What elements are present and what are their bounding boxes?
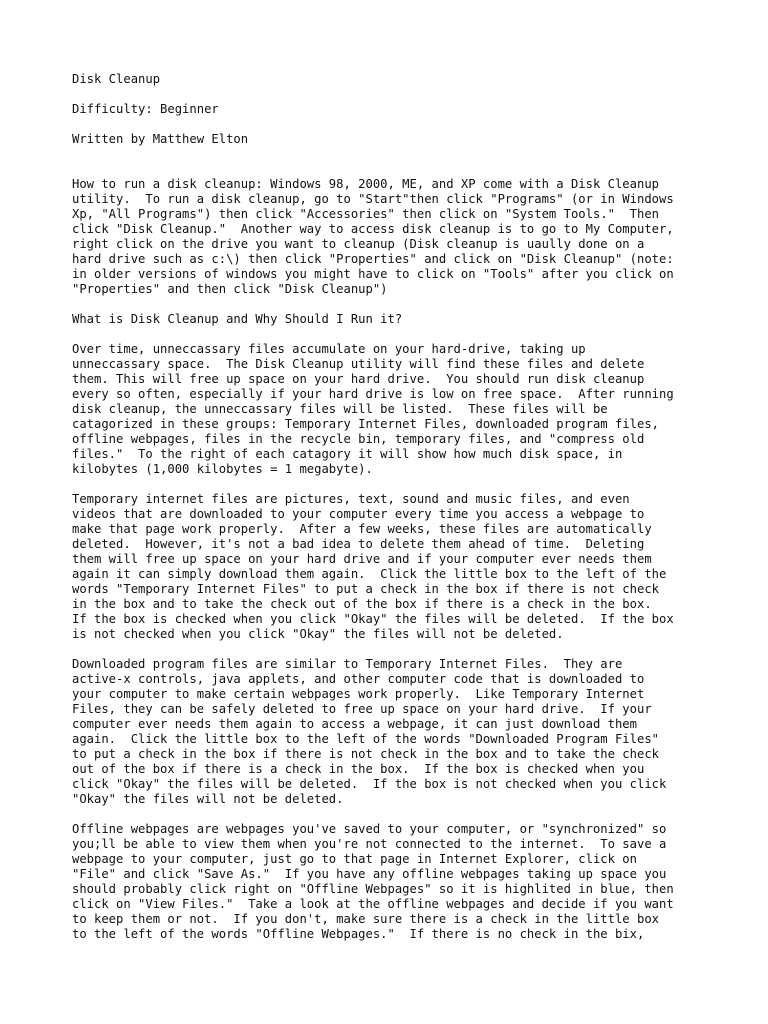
- text-line: in the box and to take the check out of the box if there is a check in the box.: [72, 597, 652, 611]
- text-line: click on "View Files." Take a look at the offline webpages and decide if you want: [72, 897, 674, 911]
- text-line: your computer to make certain webpages work properly. Like Temporary Internet: [72, 687, 645, 701]
- text-line: should probably click right on "Offline Webpages" so it is highlited in blue, then: [72, 882, 674, 896]
- text-line: to the left of the words "Offline Webpages." If there is no check in the bix,: [72, 927, 645, 941]
- document-title: Disk Cleanup: [72, 72, 161, 86]
- text-line: files." To the right of each catagory it will show how much disk space, in: [72, 447, 623, 461]
- paragraph: [72, 657, 702, 807]
- text-line: click "Disk Cleanup." Another way to access disk cleanup is to go to My Computer,: [72, 222, 674, 236]
- text-line: "File" and click "Save As." If you have any offline webpages taking up space you: [72, 867, 667, 881]
- text-line: them will free up space on your hard drive and if your computer ever needs them: [72, 552, 652, 566]
- text-line: "Okay" the files will not be deleted.: [72, 792, 344, 806]
- text-line: disk cleanup, the unneccassary files will be listed. These files will be: [72, 402, 608, 416]
- text-line: click "Okay" the files will be deleted. If the box is not checked when you click: [72, 777, 667, 791]
- document-page: [72, 72, 702, 957]
- text-line: again it can simply download them again. Click the little box to the left of the: [72, 567, 667, 581]
- text-line: Xp, "All Programs") then click "Accessories" then click on "System Tools." Then: [72, 207, 659, 221]
- difficulty-line: Difficulty: Beginner: [72, 102, 219, 116]
- text-line: unneccassary space. The Disk Cleanup utility will find these files and delete: [72, 357, 645, 371]
- spacer: [72, 162, 702, 177]
- document-body: [72, 177, 702, 942]
- text-line: computer ever needs them again to access a webpage, it can just download them: [72, 717, 637, 731]
- text-line: Downloaded program files are similar to Temporary Internet Files. They are: [72, 657, 623, 671]
- author-line: Written by Matthew Elton: [72, 132, 249, 146]
- paragraph: [72, 177, 702, 297]
- text-line: Over time, unneccassary files accumulate on your hard-drive, taking up: [72, 342, 586, 356]
- text-line: deleted. However, it's not a bad idea to delete them ahead of time. Deleting: [72, 537, 645, 551]
- text-line: kilobytes (1,000 kilobytes = 1 megabyte).: [72, 462, 373, 476]
- paragraph: [72, 492, 702, 642]
- text-line: How to run a disk cleanup: Windows 98, 2000, ME, and XP come with a Disk Cleanup: [72, 177, 659, 191]
- text-line: Temporary internet files are pictures, text, sound and music files, and even: [72, 492, 630, 506]
- text-line: utility. To run a disk cleanup, go to "Start"then click "Programs" (or in Windows: [72, 192, 674, 206]
- text-line: What is Disk Cleanup and Why Should I Run it?: [72, 312, 403, 326]
- section-heading: [72, 312, 702, 327]
- text-line: you;ll be able to view them when you're not connected to the internet. To save a: [72, 837, 667, 851]
- text-line: hard drive such as c:\) then click "Properties" and click on "Disk Cleanup" (note:: [72, 252, 674, 266]
- text-line: offline webpages, files in the recycle bin, temporary files, and "compress old: [72, 432, 645, 446]
- text-line: out of the box if there is a check in the box. If the box is checked when you: [72, 762, 645, 776]
- text-line: make that page work properly. After a few weeks, these files are automatically: [72, 522, 652, 536]
- text-line: them. This will free up space on your hard drive. You should run disk cleanup: [72, 372, 645, 386]
- text-line: in older versions of windows you might have to click on "Tools" after you click on: [72, 267, 674, 281]
- text-line: If the box is checked when you click "Okay" the files will be deleted. If the box: [72, 612, 674, 626]
- text-line: right click on the drive you want to cleanup (Disk cleanup is uaully done on a: [72, 237, 645, 251]
- text-line: active-x controls, java applets, and other computer code that is downloaded to: [72, 672, 645, 686]
- paragraph: [72, 822, 702, 942]
- text-line: is not checked when you click "Okay" the files will not be deleted.: [72, 627, 564, 641]
- text-line: to put a check in the box if there is not check in the box and to take the check: [72, 747, 659, 761]
- text-line: webpage to your computer, just go to that page in Internet Explorer, click on: [72, 852, 637, 866]
- text-line: again. Click the little box to the left of the words "Downloaded Program Files": [72, 732, 659, 746]
- text-line: words "Temporary Internet Files" to put a check in the box if there is not check: [72, 582, 659, 596]
- text-line: Files, they can be safely deleted to free up space on your hard drive. If your: [72, 702, 652, 716]
- text-line: to keep them or not. If you don't, make sure there is a check in the little box: [72, 912, 659, 926]
- text-line: every so often, especially if your hard drive is low on free space. After running: [72, 387, 674, 401]
- paragraph: [72, 342, 702, 477]
- text-line: catagorized in these groups: Temporary Internet Files, downloaded program files,: [72, 417, 659, 431]
- text-line: "Properties" and then click "Disk Cleanup"): [72, 282, 388, 296]
- text-line: Offline webpages are webpages you've saved to your computer, or "synchronized" so: [72, 822, 667, 836]
- text-line: videos that are downloaded to your computer every time you access a webpage to: [72, 507, 645, 521]
